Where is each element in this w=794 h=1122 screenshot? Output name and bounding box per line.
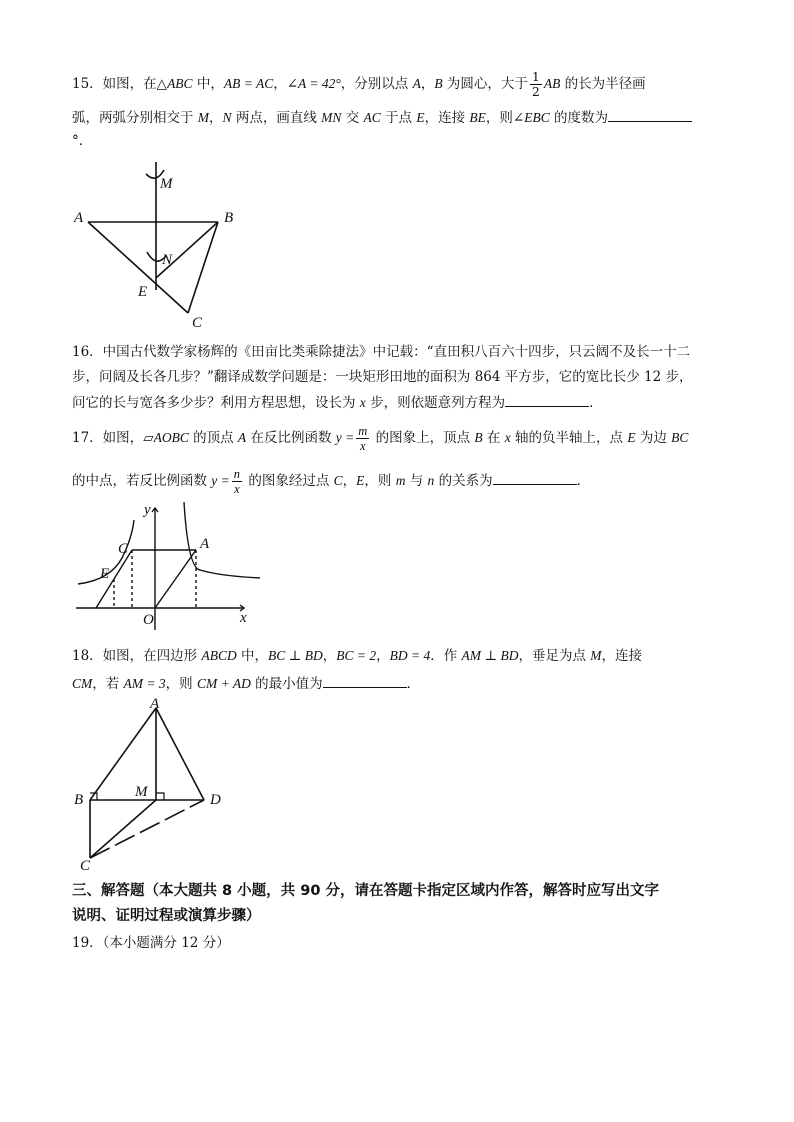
label-C: C [80, 858, 91, 874]
label-E: E [138, 284, 148, 300]
answer-blank-17[interactable] [493, 470, 577, 485]
label-x: x [240, 610, 247, 626]
q15-line2: 弧，两弧分别相交于 M，N 两点，画直线 MN 交 AC 于点 E，连接 BE，则∠EBC 的度数为 [72, 107, 692, 128]
q16-line2: 步，问阔及长各几步？”翻译成数学问题是：一块矩形田地的面积为 864 平方步，它的宽比长少 12 步， [72, 369, 693, 385]
section3-heading-line1: 三、解答题（本大题共 8 小题，共 90 分，请在答题卡指定区域内作答，解答时应写出文字 [72, 883, 659, 899]
q15-figure [70, 160, 250, 330]
label-N: N [162, 252, 173, 268]
label-O: O [143, 612, 154, 628]
q17-figure [70, 498, 270, 633]
q16-line1: 16．中国古代数学家杨辉的《田亩比类乘除捷法》中记载：“直田积八百六十四步，只云阔不及长一十二 [72, 344, 691, 360]
q18-figure [72, 696, 232, 874]
answer-blank-18[interactable] [323, 673, 407, 688]
label-M: M [135, 784, 148, 800]
answer-blank-15[interactable] [608, 107, 692, 122]
q16-line3: 问它的长与宽各多少步？利用方程思想，设长为 x 步，则依题意列方程为 ． [72, 392, 603, 413]
q17-line2: 的中点，若反比例函数 y = $\frac{n}{x}$ 的图象经过点 C，E，则 m 与 n 的关系为 ． [72, 467, 591, 496]
label-D: D [210, 792, 221, 808]
fraction-half: $\frac{1}{2}$ [531, 69, 540, 99]
label-C: C [192, 315, 203, 330]
q15-line3: °． [72, 133, 93, 149]
q18-line2: CM，若 AM = 3，则 CM + AD 的最小值为 ． [72, 673, 420, 694]
q18-line1: 18．如图，在四边形 ABCD 中，BC ⊥ BD，BC = 2，BD = 4．作 AM ⊥ BD，垂足为点 M，连接 [72, 648, 642, 664]
label-y: y [144, 502, 151, 518]
label-E: E [100, 566, 110, 582]
section3-heading-line2: 说明、证明过程或演算步骤） [72, 908, 261, 924]
label-B: B [224, 210, 234, 226]
label-B: B [74, 792, 84, 808]
q19-line1: 19．（本小题满分 12 分） [72, 935, 230, 951]
label-C: C [118, 541, 129, 557]
label-A: A [200, 536, 210, 552]
label-A: A [150, 696, 160, 712]
answer-blank-16[interactable] [505, 392, 589, 407]
q15-line1: 15．如图，在△ABC 中，AB = AC，∠A = 42°，分别以点 A，B 为圆心，大于 $\frac{1}{2}$ AB 的长为半径画 [72, 69, 646, 99]
q17-line1: 17．如图，▱AOBC 的顶点 A 在反比例函数 y = $\frac{m}{x}$ 的图象上，顶点 B 在 x 轴的负半轴上，点 E 为边 BC [72, 424, 689, 453]
label-M: M [160, 176, 173, 192]
label-A: A [74, 210, 84, 226]
